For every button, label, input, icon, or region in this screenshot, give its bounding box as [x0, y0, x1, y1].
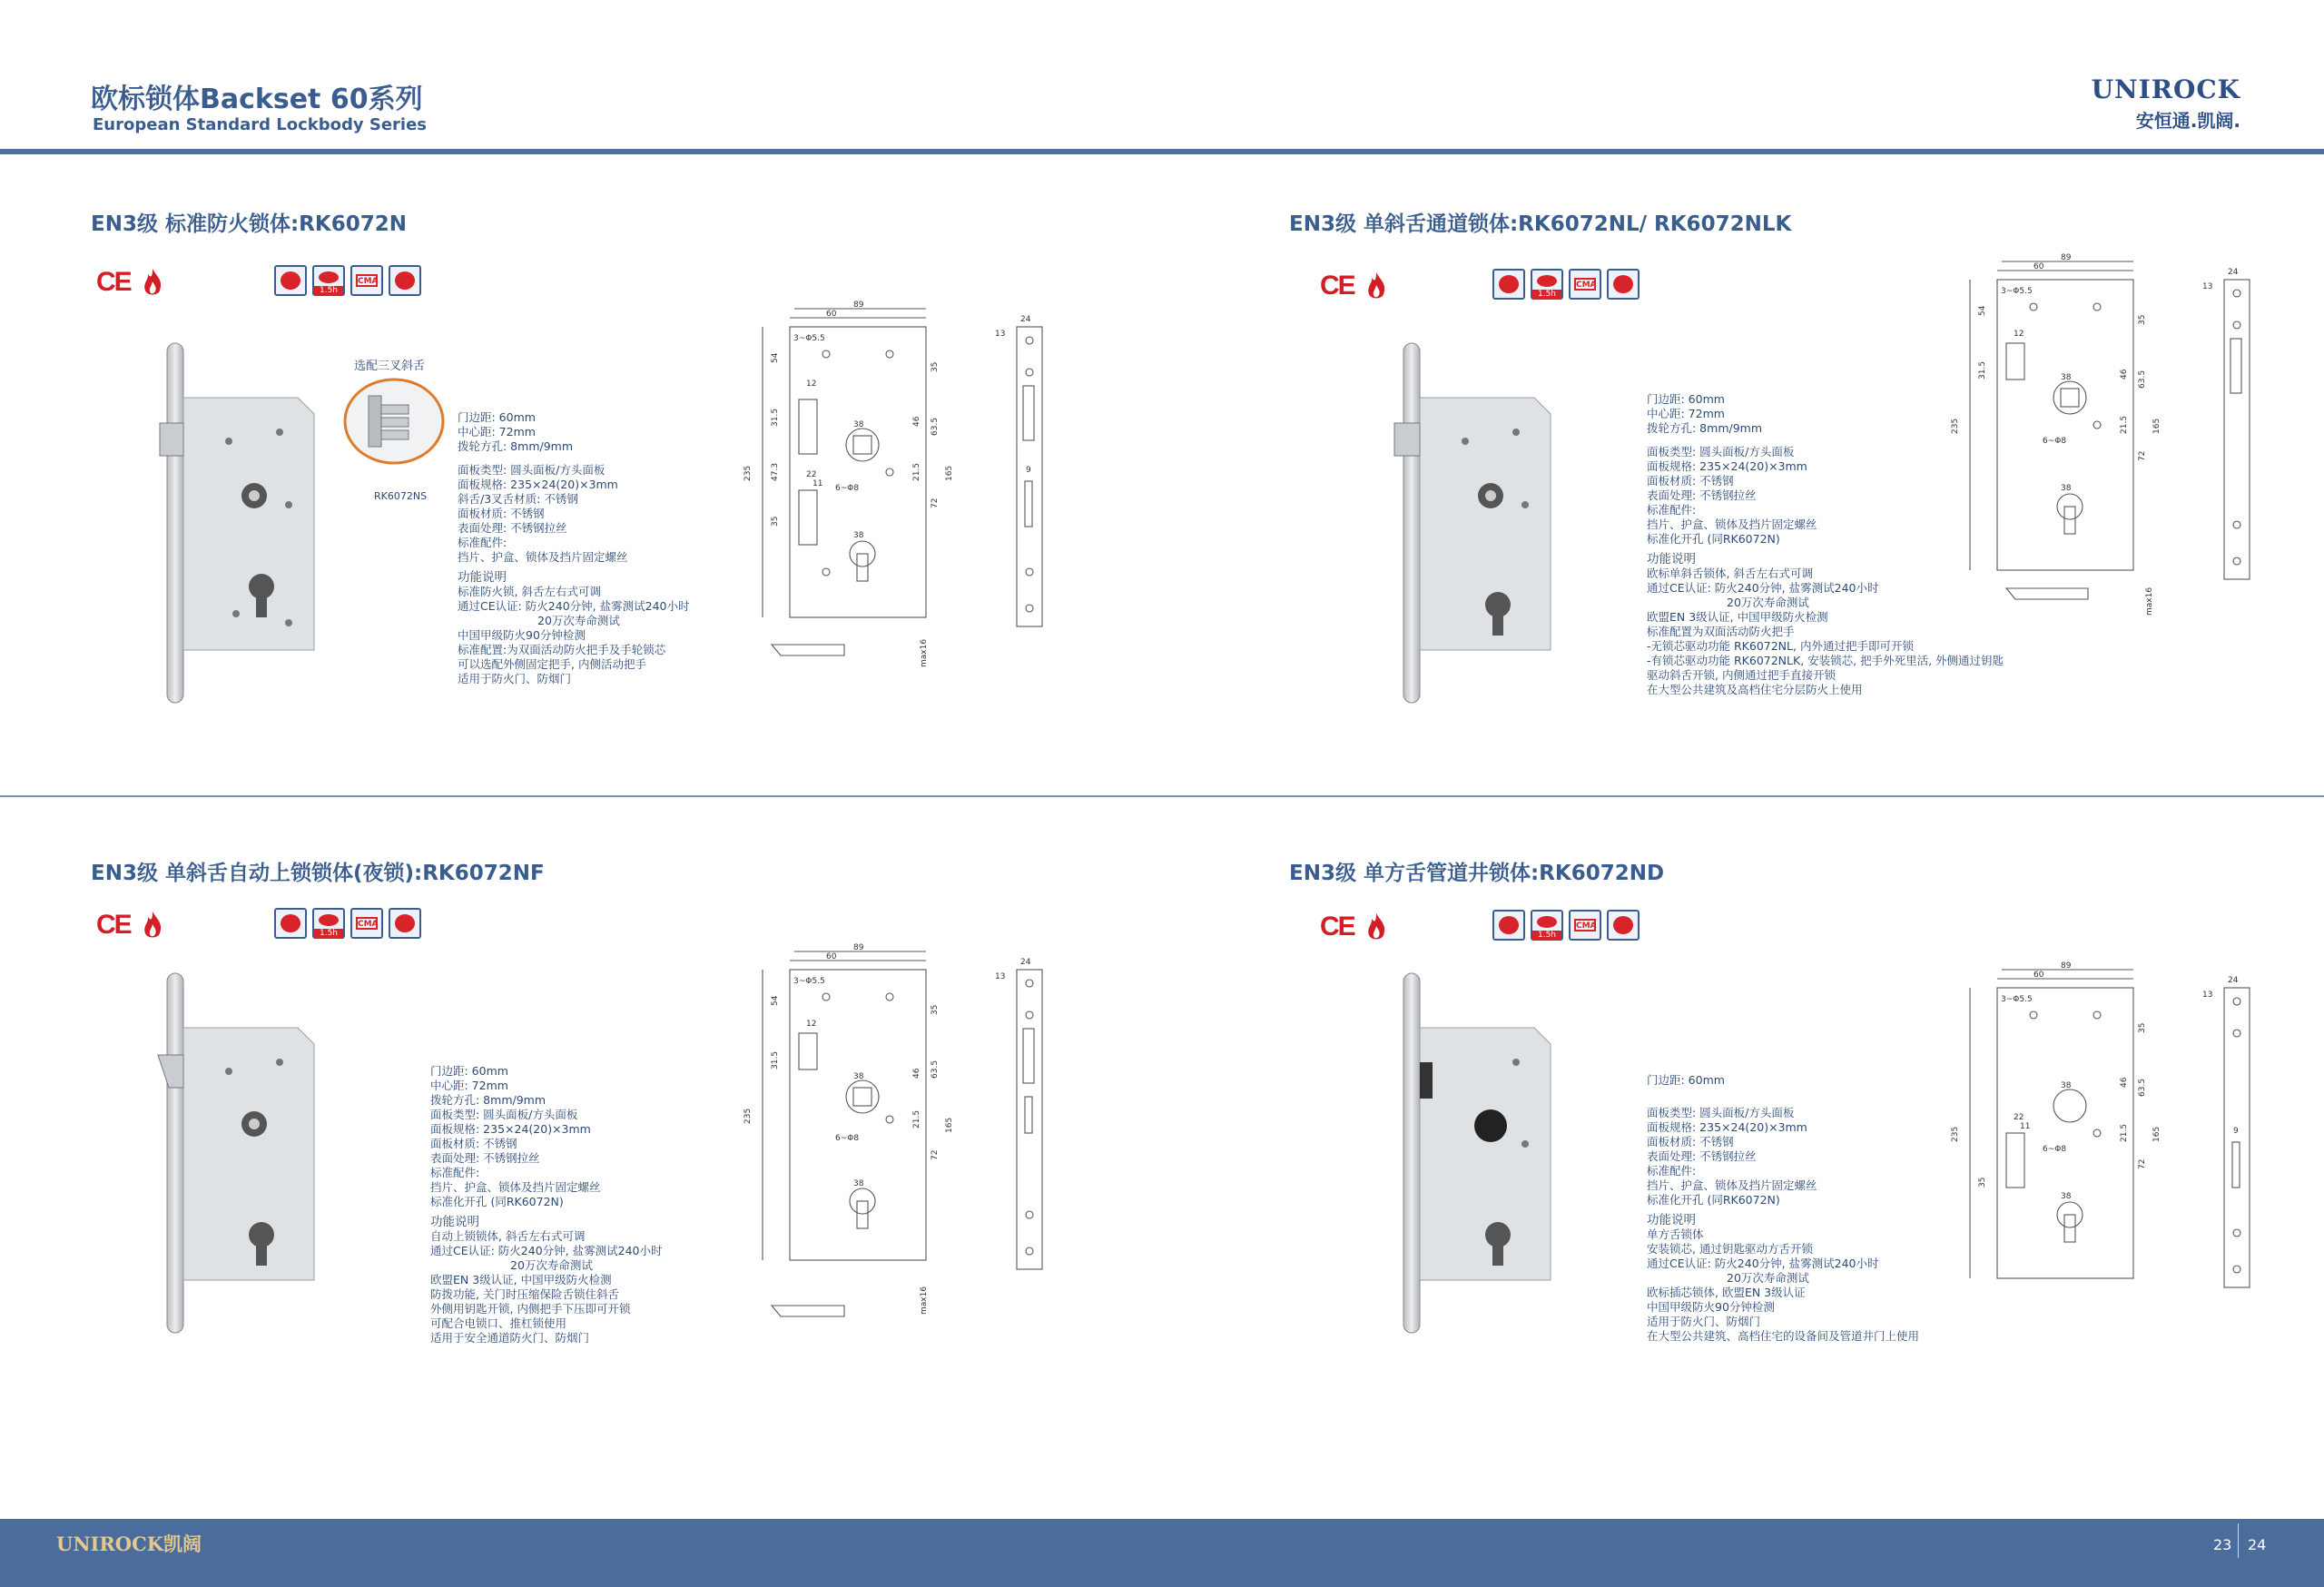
svg-text:47.3: 47.3: [771, 462, 780, 481]
svg-text:38: 38: [853, 1179, 864, 1188]
svg-text:165: 165: [945, 465, 954, 481]
svg-text:35: 35: [1978, 1177, 1987, 1188]
cma-cert-icon: CMA: [1569, 269, 1601, 300]
quality-cert-icon: [389, 265, 421, 296]
svg-text:38: 38: [2061, 1192, 2072, 1201]
svg-text:38: 38: [853, 1072, 864, 1081]
svg-text:63.5: 63.5: [2138, 1078, 2147, 1097]
ce-mark-row: [96, 267, 165, 298]
svg-text:89: 89: [2061, 253, 2072, 262]
lockbody-photo-rk6072n: [153, 341, 325, 705]
ce-mark-icon: CE: [1320, 271, 1354, 301]
ce-mark-row: [1320, 271, 1389, 301]
svg-text:38: 38: [2061, 373, 2072, 382]
svg-text:46: 46: [2120, 1077, 2129, 1088]
cert-icons: [1492, 269, 1640, 300]
svg-text:6~Φ8: 6~Φ8: [2043, 1145, 2067, 1154]
svg-text:35: 35: [931, 1004, 940, 1015]
svg-text:35: 35: [771, 516, 780, 527]
svg-text:31.5: 31.5: [1978, 360, 1987, 380]
svg-text:35: 35: [931, 361, 940, 372]
svg-text:38: 38: [2061, 1081, 2072, 1090]
shield-cert-icon: [1492, 910, 1525, 941]
footer-brand: UNIROCK凯阔: [56, 1533, 202, 1555]
brand-logo: [2092, 74, 2240, 133]
svg-text:72: 72: [2138, 450, 2147, 461]
technical-drawing-rk6072nf: [726, 942, 1053, 1324]
svg-text:46: 46: [912, 416, 921, 427]
svg-text:9: 9: [2233, 1127, 2239, 1136]
shield-cert-icon: [274, 908, 307, 939]
svg-text:6~Φ8: 6~Φ8: [835, 1134, 860, 1143]
svg-text:22: 22: [806, 470, 817, 479]
svg-text:12: 12: [2014, 330, 2024, 339]
quality-cert-icon: [389, 908, 421, 939]
svg-text:3~Φ5.5: 3~Φ5.5: [793, 977, 825, 986]
cma-cert-icon: CMA: [1569, 910, 1601, 941]
svg-text:24: 24: [2228, 976, 2239, 985]
svg-text:21.5: 21.5: [2120, 1123, 2129, 1142]
svg-text:24: 24: [1020, 958, 1031, 967]
svg-text:60: 60: [2034, 262, 2044, 271]
fire-rating-icon: 1.5h: [1531, 269, 1563, 300]
shield-cert-icon: [1492, 269, 1525, 300]
spec-block-rk6072nd: 门边距: 60mm 面板类型: 圆头面板/方头面板 面板规格: 235×24(20)×3mm 面板材质: 不锈钢 表面处理: 不锈钢拉丝 标准配件: 挡片、护盒、锁体及挡片固定螺丝 标准化开孔 (同RK6072N) 功能说明 单方舌锁体 安装锁芯, 通过钥匙驱动方舌开锁 通过CE认证: 防火240分钟, 盐雾测试240小时 20万次寿命测试 欧标插芯锁体, 欧盟EN 3级认证 中国甲级防火90分钟检测 适用于防火门、防烟门 在大型公共建筑、高档住宅的设备间及管道井门上使用: [1647, 1073, 1920, 1343]
brand-name-en: UNIROCK: [2091, 74, 2240, 104]
lockbody-photo-rk6072nd: [1389, 971, 1561, 1335]
svg-text:89: 89: [2061, 961, 2072, 971]
svg-text:6~Φ8: 6~Φ8: [2043, 437, 2067, 446]
svg-text:3~Φ5.5: 3~Φ5.5: [2001, 995, 2033, 1004]
svg-text:235: 235: [743, 465, 753, 481]
svg-text:12: 12: [806, 1020, 817, 1029]
fire-rating-icon: 1.5h: [1531, 910, 1563, 941]
page-title: 欧标锁体Backset 60系列: [91, 84, 423, 115]
inset-caption: 选配三叉斜舌: [354, 360, 426, 373]
svg-text:72: 72: [931, 1149, 940, 1160]
fire-icon: [1364, 271, 1389, 301]
section-title-rk6072nl: EN3级 单斜舌通道锁体:RK6072NL/ RK6072NLK: [1289, 212, 1792, 236]
spec-block-rk6072n: 门边距: 60mm 中心距: 72mm 拨轮方孔: 8mm/9mm 面板类型: 圆头面板/方头面板 面板规格: 235×24(20)×3mm 斜舌/3叉舌材质: 不锈钢 面板材质: 不锈钢 表面处理: 不锈钢拉丝 标准配件: 挡片、护盒、锁体及挡片固定螺丝 功能说明 标准防火锁, 斜舌左右式可调 通过CE认证: 防火240分钟, 盐雾测试240小时 20万次寿命测试 中国甲级防火90分钟检测 标准配置:为双面活动防火把手及手轮锁芯 可以选配外侧固定把手, 内侧活动把手 适用于防火门、防烟门: [458, 410, 690, 685]
technical-drawing-rk6072nl: [1934, 252, 2260, 634]
svg-text:46: 46: [2120, 369, 2129, 380]
svg-text:89: 89: [853, 301, 864, 310]
svg-text:3~Φ5.5: 3~Φ5.5: [793, 334, 825, 343]
lockbody-photo-rk6072nl: [1389, 341, 1561, 705]
page-subtitle: European Standard Lockbody Series: [93, 115, 428, 134]
section-title-rk6072n: EN3级 标准防火锁体:RK6072N: [91, 212, 407, 236]
svg-text:35: 35: [2138, 1022, 2147, 1033]
section-title-rk6072nd: EN3级 单方舌管道井锁体:RK6072ND: [1289, 862, 1665, 885]
fire-icon: [140, 267, 165, 298]
quality-cert-icon: [1607, 910, 1640, 941]
cma-cert-icon: CMA: [350, 265, 383, 296]
svg-text:12: 12: [806, 380, 817, 389]
brand-name-cn: 安恒通.凯阔.: [2135, 110, 2240, 132]
cma-cert-icon: CMA: [350, 908, 383, 939]
inset-model: RK6072NS: [374, 490, 428, 502]
svg-text:31.5: 31.5: [771, 1050, 780, 1070]
ce-mark-icon: CE: [96, 910, 131, 940]
svg-text:235: 235: [1951, 418, 1960, 434]
section-divider: [0, 795, 2324, 797]
svg-text:11: 11: [812, 479, 823, 488]
svg-text:max16: max16: [920, 638, 929, 667]
cert-icons: [274, 265, 421, 296]
svg-text:24: 24: [1020, 315, 1031, 324]
fire-icon: [140, 910, 165, 941]
svg-text:235: 235: [1951, 1126, 1960, 1142]
page-number-separator: [2238, 1523, 2239, 1558]
svg-text:165: 165: [2152, 418, 2162, 434]
svg-text:38: 38: [2061, 484, 2072, 493]
ce-mark-row: [96, 910, 165, 941]
svg-text:11: 11: [2020, 1122, 2031, 1131]
svg-text:13: 13: [995, 972, 1006, 981]
svg-text:63.5: 63.5: [2138, 370, 2147, 389]
svg-text:60: 60: [2034, 971, 2044, 980]
ce-mark-row: [1320, 912, 1389, 942]
ce-mark-icon: CE: [1320, 912, 1354, 941]
technical-drawing-rk6072nd: [1934, 961, 2260, 1342]
svg-text:9: 9: [1026, 466, 1031, 475]
svg-text:21.5: 21.5: [912, 1109, 921, 1129]
footer-bar: [0, 1519, 2324, 1587]
svg-text:72: 72: [931, 498, 940, 508]
svg-text:165: 165: [945, 1117, 954, 1133]
svg-text:72: 72: [2138, 1158, 2147, 1169]
svg-text:54: 54: [1978, 305, 1987, 316]
svg-text:63.5: 63.5: [931, 1060, 940, 1079]
spec-block-rk6072nl: 门边距: 60mm 中心距: 72mm 拨轮方孔: 8mm/9mm 面板类型: 圆头面板/方头面板 面板规格: 235×24(20)×3mm 面板材质: 不锈钢 表面处理: 不锈钢拉丝 标准配件: 挡片、护盒、锁体及挡片固定螺丝 标准化开孔 (同RK6072N) 功能说明 欧标单斜舌锁体, 斜舌左右式可调 通过CE认证: 防火240分钟, 盐雾测试240小时 20万次寿命测试 欧盟EN 3级认证, 中国甲级防火检测 标准配置为双面活动防火把手 -无锁芯驱动功能 RK6072NL, 内外通过把手即可开锁 -有锁芯驱动功能 RK6072NLK, 安装锁芯, 把手外死里活, 外侧通过钥匙 驱动斜舌开锁, 内侧通过把手直接开锁 在大型公共建筑及高档住宅分层防火上使用: [1647, 392, 2004, 696]
cert-icons: [1492, 910, 1640, 941]
page-number-left: 23: [2213, 1536, 2232, 1553]
fire-rating-icon: 1.5h: [312, 265, 345, 296]
svg-text:max16: max16: [2145, 586, 2154, 616]
svg-text:60: 60: [826, 952, 837, 961]
svg-text:22: 22: [2014, 1113, 2024, 1122]
svg-text:13: 13: [2202, 282, 2213, 291]
svg-text:13: 13: [2202, 991, 2213, 1000]
lockbody-photo-rk6072nf: [153, 971, 325, 1335]
three-prong-latch-inset: [343, 378, 445, 465]
spec-block-rk6072nf: 门边距: 60mm 中心距: 72mm 拨轮方孔: 8mm/9mm 面板类型: 圆头面板/方头面板 面板规格: 235×24(20)×3mm 面板材质: 不锈钢 表面处理: 不锈钢拉丝 标准配件: 挡片、护盒、锁体及挡片固定螺丝 标准化开孔 (同RK6072N) 功能说明 自动上锁锁体, 斜舌左右式可调 通过CE认证: 防火240分钟, 盐雾测试240小时 20万次寿命测试 欧盟EN 3级认证, 中国甲级防火检测 防拨功能, 关门时压缩保险舌锁住斜舌 外侧用钥匙开锁, 内侧把手下压即可开锁 可配合电锁口、推杠锁使用 适用于安全通道防火门、防烟门: [430, 1064, 663, 1345]
svg-text:54: 54: [771, 995, 780, 1006]
fire-rating-icon: 1.5h: [312, 908, 345, 939]
technical-drawing-rk6072n: [726, 300, 1053, 681]
svg-text:235: 235: [743, 1108, 753, 1124]
header-divider: [0, 149, 2324, 154]
svg-text:31.5: 31.5: [771, 408, 780, 427]
svg-text:60: 60: [826, 310, 837, 319]
shield-cert-icon: [274, 265, 307, 296]
svg-text:38: 38: [853, 531, 864, 540]
svg-text:6~Φ8: 6~Φ8: [835, 484, 860, 493]
svg-text:max16: max16: [920, 1286, 929, 1315]
ce-mark-icon: CE: [96, 267, 131, 297]
svg-text:63.5: 63.5: [931, 417, 940, 436]
svg-text:165: 165: [2152, 1126, 2162, 1142]
svg-text:24: 24: [2228, 268, 2239, 277]
fire-icon: [1364, 912, 1389, 942]
svg-text:35: 35: [2138, 314, 2147, 325]
svg-text:54: 54: [771, 352, 780, 363]
svg-text:21.5: 21.5: [912, 462, 921, 481]
svg-text:46: 46: [912, 1068, 921, 1079]
svg-text:21.5: 21.5: [2120, 415, 2129, 434]
svg-text:3~Φ5.5: 3~Φ5.5: [2001, 287, 2033, 296]
quality-cert-icon: [1607, 269, 1640, 300]
svg-text:89: 89: [853, 943, 864, 952]
svg-text:38: 38: [853, 420, 864, 429]
cert-icons: [274, 908, 421, 939]
section-title-rk6072nf: EN3级 单斜舌自动上锁锁体(夜锁):RK6072NF: [91, 862, 545, 885]
page-number-right: 24: [2248, 1536, 2267, 1553]
svg-text:13: 13: [995, 330, 1006, 339]
